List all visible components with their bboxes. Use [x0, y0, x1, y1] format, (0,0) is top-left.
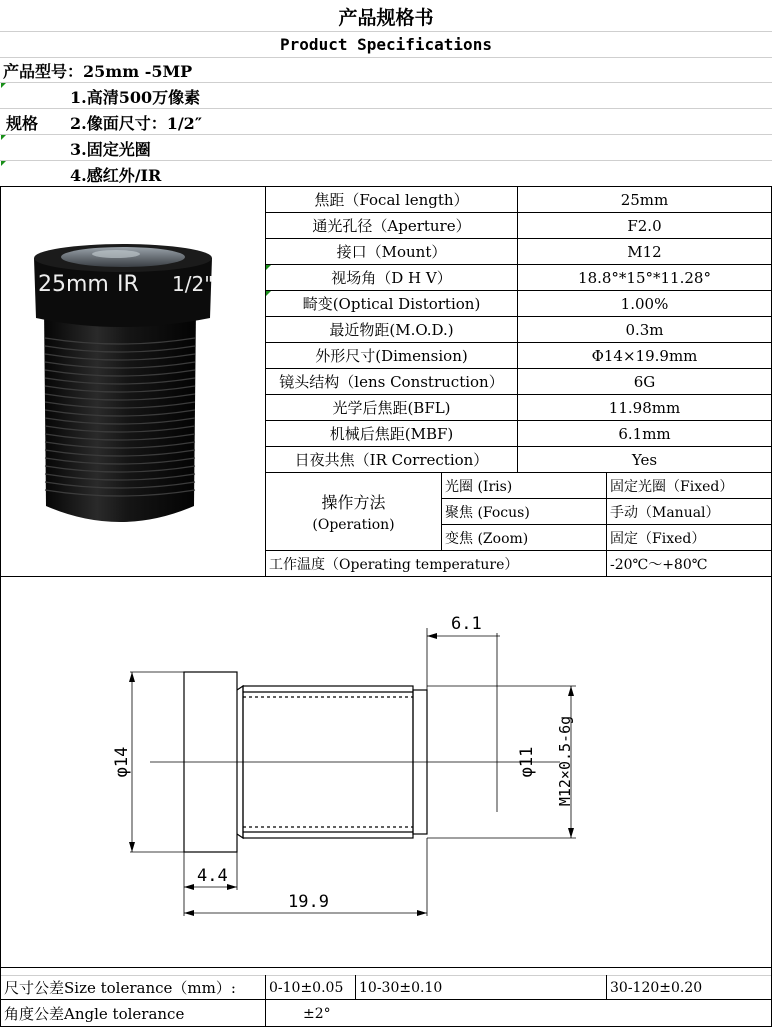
size-tolerance-10-30: 10-30±0.10: [359, 979, 443, 996]
param-name: 接口（Mount）: [336, 243, 447, 261]
lens-print-ir: IR: [117, 272, 139, 297]
size-tolerance-label: 尺寸公差Size tolerance（mm）:: [4, 979, 236, 997]
size-tolerance-30-120: 30-120±0.20: [610, 979, 703, 996]
title-en: Product Specifications: [280, 35, 492, 54]
dim-front: 4.4: [197, 866, 228, 886]
op-focus-name: 聚焦 (Focus): [445, 504, 530, 521]
param-value: Yes: [631, 450, 658, 469]
param-value: 25mm: [620, 190, 669, 209]
spec-item-4: 4.感红外/IR: [70, 165, 162, 185]
lens-print-size: 1/2": [172, 272, 214, 296]
op-zoom-name: 变焦 (Zoom): [445, 530, 529, 547]
op-focus-value: 手动（Manual）: [610, 504, 720, 521]
param-name: 光学后焦距(BFL): [332, 399, 451, 417]
dim-outer: φ14: [112, 746, 132, 778]
param-value: 6.1mm: [618, 424, 671, 443]
spec-item-3: 3.固定光圈: [70, 139, 151, 159]
spec-label: 规格: [6, 113, 39, 133]
param-name: 畸变(Optical Distortion): [302, 295, 481, 313]
temperature-name: 工作温度（Operating temperature）: [269, 556, 519, 573]
param-name: 最近物距(M.O.D.): [329, 321, 454, 339]
param-value: Φ14×19.9mm: [591, 346, 698, 365]
lens-print-focal: 25mm: [38, 272, 109, 297]
op-zoom-value: 固定（Fixed）: [610, 530, 706, 547]
op-iris-value: 固定光圈（Fixed）: [610, 478, 734, 495]
param-name: 外形尺寸(Dimension): [315, 347, 468, 365]
param-value: F2.0: [627, 216, 662, 235]
operation-label-en: (Operation): [312, 517, 395, 533]
param-value: 1.00%: [620, 294, 669, 313]
angle-tolerance-value: ±2°: [303, 1005, 331, 1022]
param-name: 通光孔径（Aperture）: [312, 217, 471, 235]
size-tolerance-0-10: 0-10±0.05: [269, 979, 344, 996]
op-iris-name: 光圈 (Iris): [445, 478, 513, 495]
param-name: 机械后焦距(MBF): [329, 425, 454, 443]
model-number: 产品型号：25mm -5MP: [3, 61, 193, 81]
spec-item-1: 1.高清500万像素: [70, 87, 201, 107]
spec-item-2: 2.像面尺寸：1/2″: [70, 113, 202, 133]
param-name: 视场角（D H V）: [331, 269, 452, 287]
param-name: 镜头结构（lens Construction）: [279, 373, 504, 391]
dim-bfl: 6.1: [451, 614, 482, 634]
dim-thread: M12×0.5-6g: [556, 715, 574, 807]
param-name: 日夜共焦（IR Correction）: [294, 451, 489, 469]
param-value: 6G: [633, 372, 656, 391]
param-value: 11.98mm: [608, 398, 681, 417]
param-value: 18.8°*15°*11.28°: [578, 268, 711, 287]
param-value: 0.3m: [625, 320, 664, 339]
dim-length: 19.9: [288, 892, 329, 912]
angle-tolerance-label: 角度公差Angle tolerance: [4, 1005, 185, 1023]
title-cn: 产品规格书: [338, 6, 434, 29]
dim-inner: φ11: [517, 746, 537, 778]
operation-label-cn: 操作方法: [321, 492, 386, 512]
param-name: 焦距（Focal length）: [314, 191, 469, 209]
temperature-value: -20℃～+80℃: [610, 556, 708, 573]
param-value: M12: [627, 242, 662, 261]
